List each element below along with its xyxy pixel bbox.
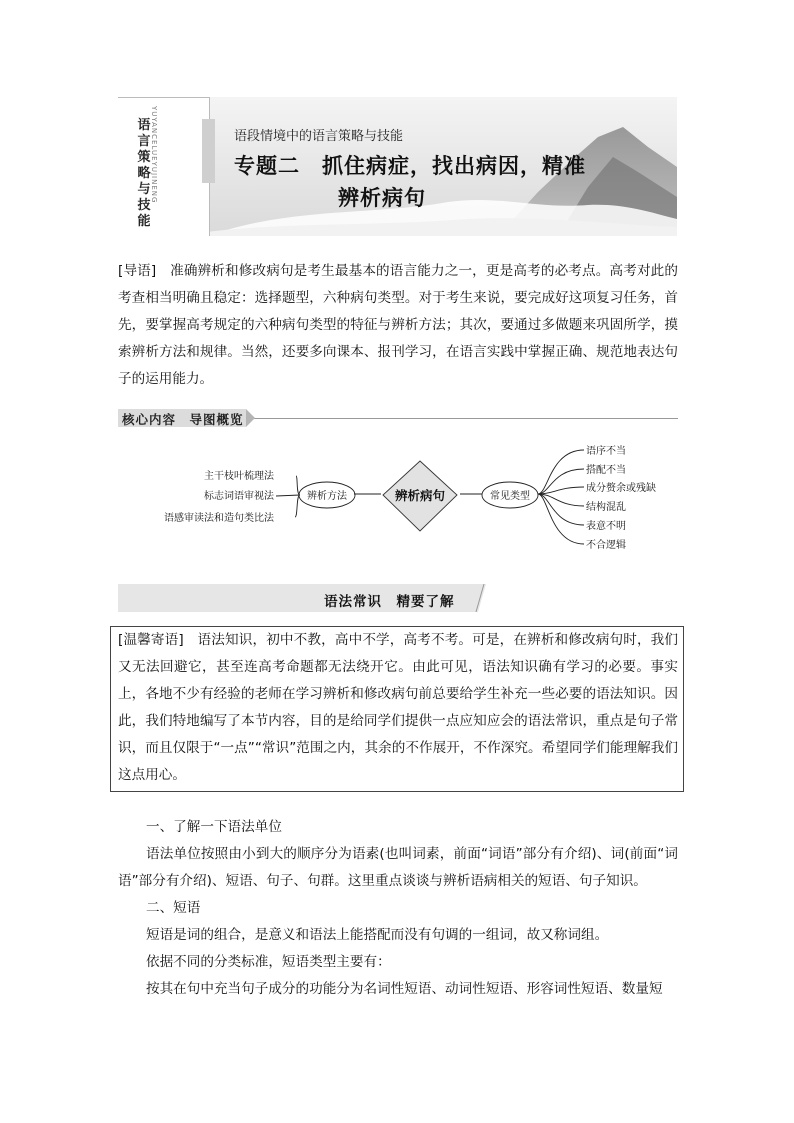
mm-method-2: 标志词语审视法 [204, 491, 274, 502]
intro-text: 准确辨析和修改病句是考生最基本的语言能力之一，更是高考的必考点。高考对此的考查相当明确且稳定：选择题型，六种病句类型。对于考生来说，要完成好这项复习任务，首先，要掌握高考规定的六种病句类型的特征与辨析方法；其次，要通过多做题来巩固所学，摸索辨析方法和规律。当然，还要多向课本、报刊学习，在语言实践中掌握正确、规范地表达句子的运用能力。 [118, 263, 679, 387]
side-label: 语 言 策 略 与 技 能 [137, 118, 151, 229]
mm-right-node-label: 常见类型 [490, 491, 530, 502]
mm-method-3: 语感审读法和造句类比法 [164, 513, 274, 524]
page-title: 专题二 抓住病症，找出病因，精准 [234, 154, 586, 178]
mm-type-6: 不合逻辑 [586, 540, 626, 551]
mm-type-1: 语序不当 [586, 446, 626, 457]
section-banner-blank [478, 584, 677, 612]
side-tab [118, 97, 210, 236]
tip-text: 语法知识，初中不教，高中不学，高考不考。可是，在辨析和修改病句时，我们又无法回避它，甚至连高考命题都无法绕开它。由此可见，语法知识确有学习的必要。事实上，各地不少有经验的老师在学习辨析和修改病句前总要给学生补充一些必要的语法知识。因此，我们特地编写了本节内容，目的是给同学们提供一点应知应会的语法常识，重点是句子常识，而且仅限于“一点”“常识”范围之内，其余的不作展开，不作深究。希望同学们能理解我们这点用心。 [118, 632, 678, 783]
tip-paragraph [118, 627, 678, 789]
heading-grammar-units: 一、了解一下语法单位 [146, 819, 282, 835]
mm-left-node-label: 辨析方法 [307, 491, 347, 502]
side-pinyin: YUYANCELUEYUJINENG [150, 106, 158, 204]
mm-link-type-4 [538, 494, 584, 506]
title-accent-bar [202, 119, 215, 183]
tip-label: [温馨寄语] [118, 632, 184, 648]
mm-type-5: 表意不明 [586, 521, 626, 532]
mm-type-3: 成分赘余或残缺 [586, 483, 656, 494]
mm-method-1: 主干枝叶梳理法 [204, 471, 274, 482]
mm-link-type-5 [538, 494, 584, 525]
paragraph-phrase-types: 依据不同的分类标准，短语类型主要有： [146, 954, 391, 970]
section-banner-title: 语法常识 精要了解 [324, 594, 455, 610]
section-banner-slash [470, 584, 486, 612]
mm-center-label: 辨析病句 [394, 488, 446, 503]
page-title-line2: 辨析病句 [338, 186, 426, 210]
mm-link-method-2 [276, 495, 300, 496]
intro-paragraph [118, 258, 678, 393]
section-title: 核心内容 导图概览 [122, 412, 244, 427]
heading-phrases: 二、短语 [146, 900, 201, 916]
mm-link-method-3 [295, 495, 300, 517]
paragraph-phrase-def: 短语是词的组合，是意义和语法上能搭配而没有句调的一组词，故又称词组。 [146, 927, 609, 943]
paragraph-grammar-units: 语法单位按照由小到大的顺序分为语素(也叫词素，前面“词语”部分有介绍)、词(前面“词语”部分有介绍)、短语、句子、句群。这里重点谈谈与辨析语病相关的短语、句子知识。 [118, 846, 678, 889]
intro-label: [导语] [118, 263, 157, 279]
subtitle: 语段情境中的语言策略与技能 [234, 129, 404, 144]
mind-map [118, 436, 678, 556]
section-tag-arrow [246, 409, 255, 427]
mm-link-type-2 [538, 469, 584, 494]
mm-type-4: 结构混乱 [586, 502, 626, 513]
mm-type-2: 搭配不当 [586, 465, 626, 476]
paragraph-phrase-function: 按其在句中充当句子成分的功能分为名词性短语、动词性短语、形容词性短语、数量短 [146, 981, 663, 997]
